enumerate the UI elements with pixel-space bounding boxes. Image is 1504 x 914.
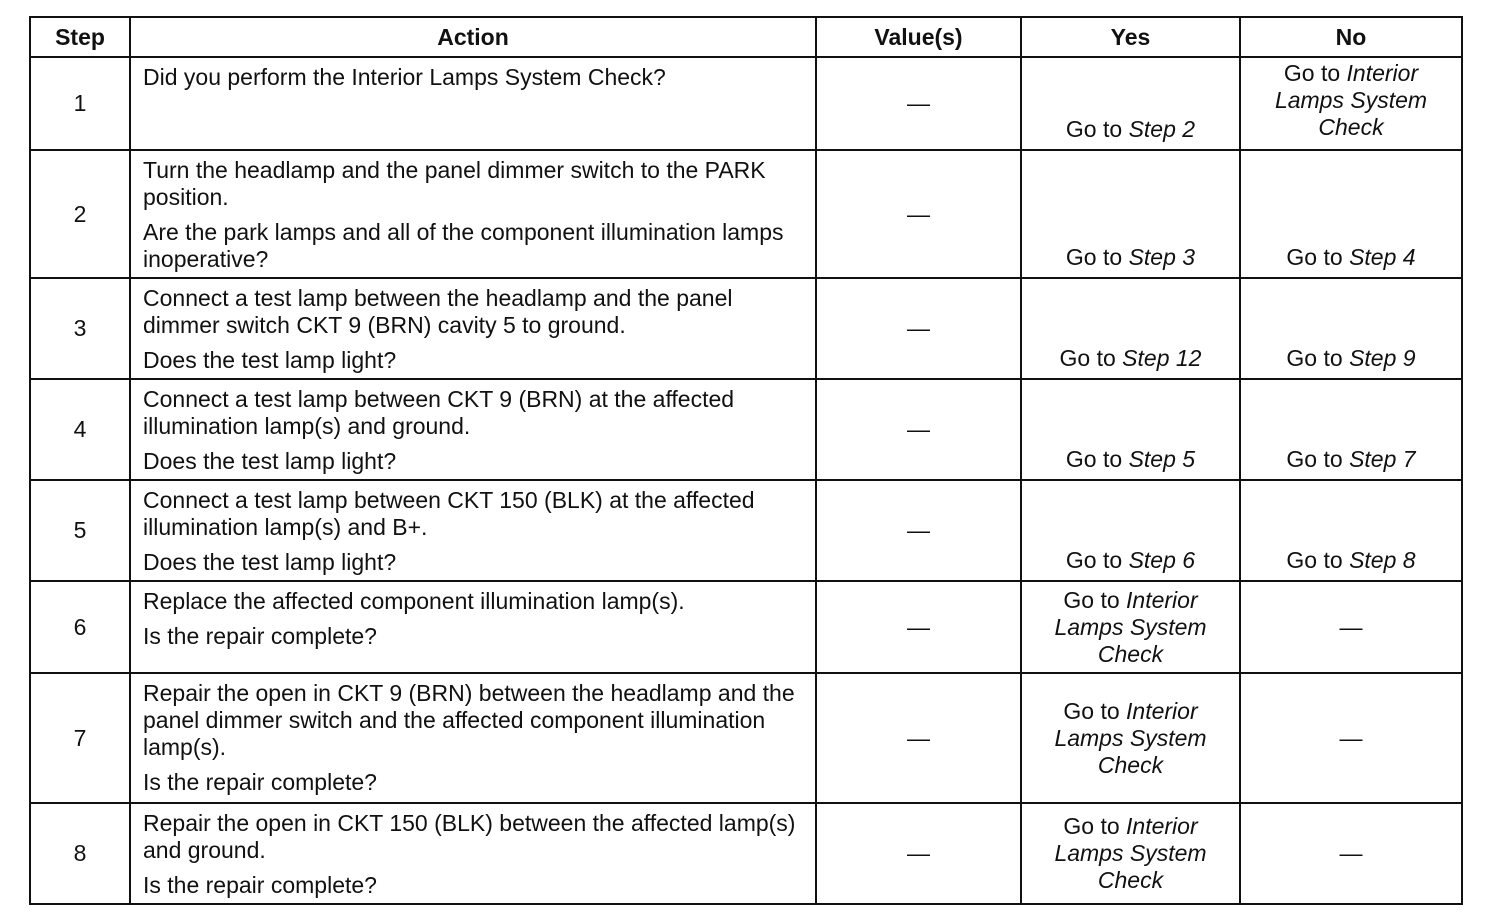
- value-cell: —: [816, 150, 1021, 278]
- value-cell: —: [816, 278, 1021, 379]
- header-values: Value(s): [816, 17, 1021, 57]
- yes-cell: [1021, 150, 1240, 278]
- action-text: Turn the headlamp and the panel dimmer switch to the PARK position.: [143, 157, 766, 210]
- yes-goto-prefix: Go to: [1063, 586, 1120, 613]
- table-body: [30, 57, 1462, 904]
- action-text: Does the test lamp light?: [143, 549, 397, 575]
- no-cell: [1240, 803, 1462, 904]
- action-cell: [130, 150, 816, 278]
- no-goto-prefix: Go to: [1286, 244, 1343, 270]
- yes-goto-reference: Step 6: [1128, 547, 1196, 573]
- yes-goto-reference: Step 3: [1128, 244, 1196, 270]
- table-row: [30, 379, 1462, 480]
- table-row: [30, 57, 1462, 150]
- yes-cell: [1021, 803, 1240, 904]
- yes-goto-reference: Step 2: [1128, 116, 1196, 142]
- yes-goto-prefix: Go to: [1065, 116, 1123, 142]
- no-dash: —: [1339, 840, 1363, 866]
- step-number: 2: [30, 150, 130, 278]
- action-cell: [130, 673, 816, 803]
- header-step: Step: [30, 17, 130, 57]
- diagnostic-table: [29, 16, 1463, 905]
- no-cell: [1240, 57, 1462, 150]
- yes-goto-prefix: Go to: [1063, 813, 1120, 839]
- table-row: [30, 480, 1462, 581]
- action-text: Is the repair complete?: [143, 623, 377, 649]
- yes-cell: [1021, 480, 1240, 581]
- yes-goto-prefix: Go to: [1065, 244, 1123, 270]
- action-text: Repair the open in CKT 150 (BLK) between the affected lamp(s) and ground.: [143, 810, 796, 863]
- no-goto-prefix: Go to: [1286, 345, 1343, 371]
- value-cell: —: [816, 379, 1021, 480]
- no-cell: [1240, 150, 1462, 278]
- table-row: [30, 803, 1462, 904]
- value-cell: —: [816, 673, 1021, 803]
- yes-goto-prefix: Go to: [1059, 345, 1116, 371]
- yes-goto-reference: Interior Lamps System Check: [1054, 813, 1207, 893]
- header-action: Action: [130, 17, 816, 57]
- action-cell: [130, 57, 816, 150]
- yes-goto-prefix: Go to: [1065, 446, 1123, 472]
- action-text: Connect a test lamp between the headlamp and the panel dimmer switch CKT 9 (BRN) cavity 5 to ground.: [143, 285, 733, 338]
- action-text: Are the park lamps and all of the component illumination lamps inoperative?: [143, 219, 784, 272]
- step-number: 7: [30, 673, 130, 803]
- value-cell: —: [816, 803, 1021, 904]
- yes-goto-reference: Step 5: [1128, 446, 1196, 472]
- yes-goto-reference: Step 12: [1122, 345, 1202, 371]
- no-cell: [1240, 480, 1462, 581]
- action-text: Is the repair complete?: [143, 769, 377, 795]
- yes-goto-prefix: Go to: [1065, 547, 1123, 573]
- action-text: Replace the affected component illumination lamp(s).: [143, 588, 685, 614]
- table-row: [30, 150, 1462, 278]
- no-cell: [1240, 673, 1462, 803]
- step-number: 6: [30, 581, 130, 673]
- no-goto-prefix: Go to: [1286, 547, 1343, 573]
- step-number: 3: [30, 278, 130, 379]
- yes-goto-reference: Interior Lamps System Check: [1054, 697, 1207, 778]
- no-goto-reference: Interior Lamps System Check: [1274, 60, 1428, 140]
- yes-cell: [1021, 581, 1240, 673]
- no-goto-reference: Step 8: [1349, 547, 1416, 573]
- value-cell: —: [816, 480, 1021, 581]
- no-cell: [1240, 379, 1462, 480]
- action-cell: [130, 379, 816, 480]
- action-cell: [130, 803, 816, 904]
- table-row: [30, 278, 1462, 379]
- step-number: 8: [30, 803, 130, 904]
- action-text: Repair the open in CKT 9 (BRN) between the headlamp and the panel dimmer switch and the affected component illumination lamp(s).: [143, 680, 795, 760]
- yes-cell: [1021, 673, 1240, 803]
- action-text: Does the test lamp light?: [143, 448, 397, 474]
- no-goto-reference: Step 4: [1349, 244, 1416, 270]
- yes-goto-reference: Interior Lamps System Check: [1054, 586, 1207, 667]
- no-goto-prefix: Go to: [1283, 60, 1341, 86]
- no-goto-reference: Step 9: [1349, 345, 1416, 371]
- action-cell: [130, 480, 816, 581]
- action-cell: [130, 581, 816, 673]
- action-cell: [130, 278, 816, 379]
- table-row: [30, 581, 1462, 673]
- action-text: Did you perform the Interior Lamps System Check?: [143, 64, 666, 90]
- no-goto-prefix: Go to: [1286, 446, 1343, 472]
- header-row: [30, 17, 1462, 57]
- step-number: 4: [30, 379, 130, 480]
- value-cell: —: [816, 57, 1021, 150]
- action-text: Does the test lamp light?: [143, 347, 397, 373]
- table-row: [30, 673, 1462, 803]
- no-dash: —: [1339, 613, 1363, 640]
- yes-cell: [1021, 379, 1240, 480]
- yes-goto-prefix: Go to: [1063, 697, 1120, 724]
- value-cell: —: [816, 581, 1021, 673]
- yes-cell: [1021, 57, 1240, 150]
- step-number: 1: [30, 57, 130, 150]
- action-text: Is the repair complete?: [143, 872, 377, 898]
- header-yes: Yes: [1021, 17, 1240, 57]
- action-text: Connect a test lamp between CKT 9 (BRN) at the affected illumination lamp(s) and ground.: [143, 386, 735, 439]
- no-cell: [1240, 581, 1462, 673]
- no-cell: [1240, 278, 1462, 379]
- yes-cell: [1021, 278, 1240, 379]
- step-number: 5: [30, 480, 130, 581]
- action-text: Connect a test lamp between CKT 150 (BLK) at the affected illumination lamp(s) and B+.: [143, 487, 755, 540]
- header-no: No: [1240, 17, 1462, 57]
- no-dash: —: [1339, 724, 1363, 751]
- no-goto-reference: Step 7: [1349, 446, 1416, 472]
